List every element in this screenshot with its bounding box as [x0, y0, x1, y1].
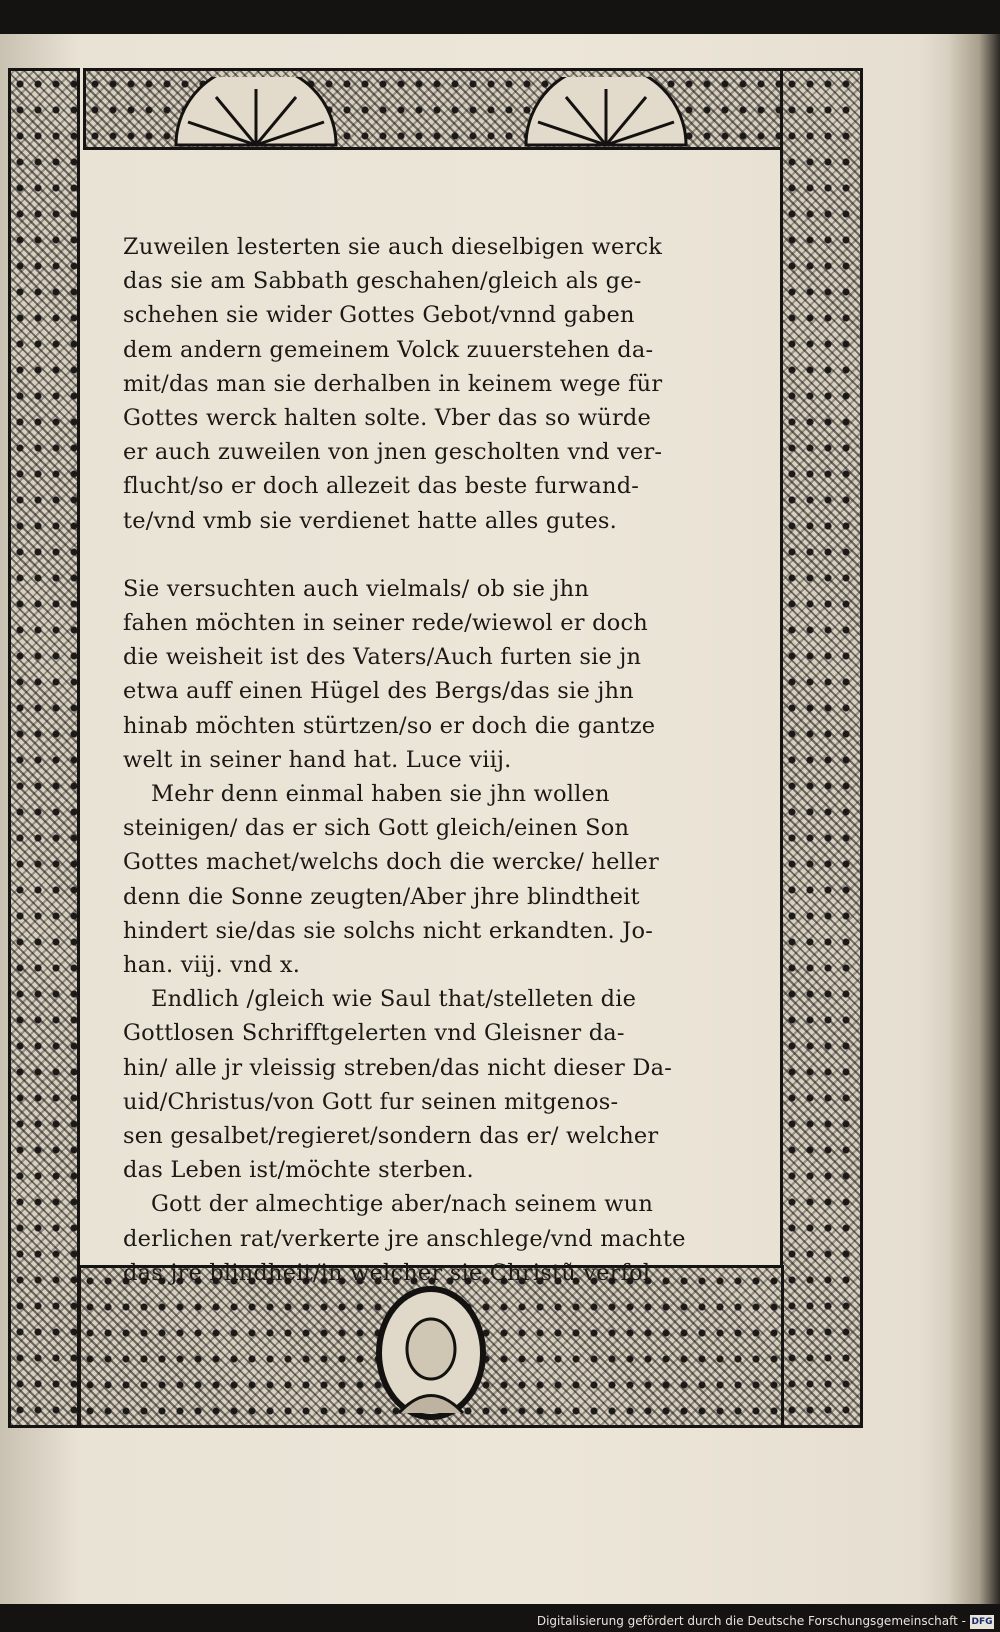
body-text	[123, 230, 753, 1290]
text-line: das sie am Sabbath geschahen/gleich als ge-	[123, 268, 642, 295]
text-line: Gottlosen Schrifftgelerten vnd Gleisner da-	[123, 1020, 625, 1047]
fan-ornament-right	[516, 77, 696, 147]
text-line: Gottes werck halten solte. Vber das so würde	[123, 405, 652, 432]
text-line: Zuweilen lesterten sie auch dieselbigen werck	[123, 234, 663, 260]
top-ornamental-border	[83, 68, 801, 150]
text-line: das jre blindheit/in welcher sie Christũ verfol	[123, 1259, 651, 1286]
text-line: dem andern gemeinem Volck zuuerstehen da-	[123, 336, 654, 363]
paragraph-5	[123, 1187, 753, 1290]
paragraph-4	[123, 982, 753, 1187]
text-line: Endlich /gleich wie Saul that/stelleten die	[151, 986, 637, 1013]
page-edge	[948, 34, 1000, 1604]
text-line: etwa auff einen Hügel des Bergs/das sie jhn	[123, 678, 634, 705]
paragraph-1	[123, 230, 753, 538]
text-line: derlichen rat/verkerte jre anschlege/vnd machte	[123, 1225, 686, 1252]
fan-ornament-left	[166, 77, 346, 147]
text-line: Gott der almechtige aber/nach seinem wun	[151, 1191, 654, 1218]
text-line: Sie versuchten auch vielmals/ ob sie jhn	[123, 575, 590, 602]
dfg-logo: DFG	[971, 1617, 993, 1627]
text-line: Mehr denn einmal haben sie jhn wollen	[151, 781, 610, 808]
paragraph-3	[123, 777, 753, 982]
text-line: das Leben ist/möchte sterben.	[123, 1157, 474, 1184]
portrait-medallion	[371, 1283, 491, 1423]
text-line: welt in seiner hand hat. Luce viij.	[123, 746, 512, 773]
right-ornamental-border	[780, 68, 863, 1428]
text-line: uid/Christus/von Gott fur seinen mitgenos-	[123, 1088, 619, 1115]
text-line: hindert sie/das sie solchs nicht erkandten. Jo-	[123, 917, 653, 944]
paragraph-2	[123, 572, 753, 777]
text-line: sen gesalbet/regieret/sondern das er/ welcher	[123, 1123, 659, 1150]
text-line: steinigen/ das er sich Gott gleich/einen Son	[123, 815, 630, 842]
left-ornamental-border	[8, 68, 80, 1428]
text-line: te/vnd vmb sie verdienet hatte alles gutes.	[123, 507, 618, 534]
woodcut-frame	[8, 68, 863, 1428]
text-line: schehen sie wider Gottes Gebot/vnnd gaben	[123, 302, 635, 329]
text-line: die weisheit ist des Vaters/Auch furten sie jn	[123, 644, 642, 671]
text-line: mit/das man sie derhalben in keinem wege für	[123, 370, 663, 397]
text-line: er auch zuweilen von jnen gescholten vnd ver-	[123, 439, 663, 466]
digitization-credit: Digitalisierung gefördert durch die Deutsche Forschungsgemeinschaft -	[536, 1614, 966, 1628]
text-line: denn die Sonne zeugten/Aber jhre blindtheit	[123, 883, 640, 910]
text-line: fahen möchten in seiner rede/wiewol er doch	[123, 610, 648, 637]
text-line: han. viij. vnd x.	[123, 952, 301, 979]
text-line: hin/ alle jr vleissig streben/das nicht dieser Da-	[123, 1054, 673, 1081]
text-line: Gottes machet/welchs doch die wercke/ heller	[123, 849, 659, 876]
text-line: hinab möchten stürtzen/so er doch die gantze	[123, 712, 656, 739]
text-line: flucht/so er doch allezeit das beste furwand-	[123, 473, 640, 500]
